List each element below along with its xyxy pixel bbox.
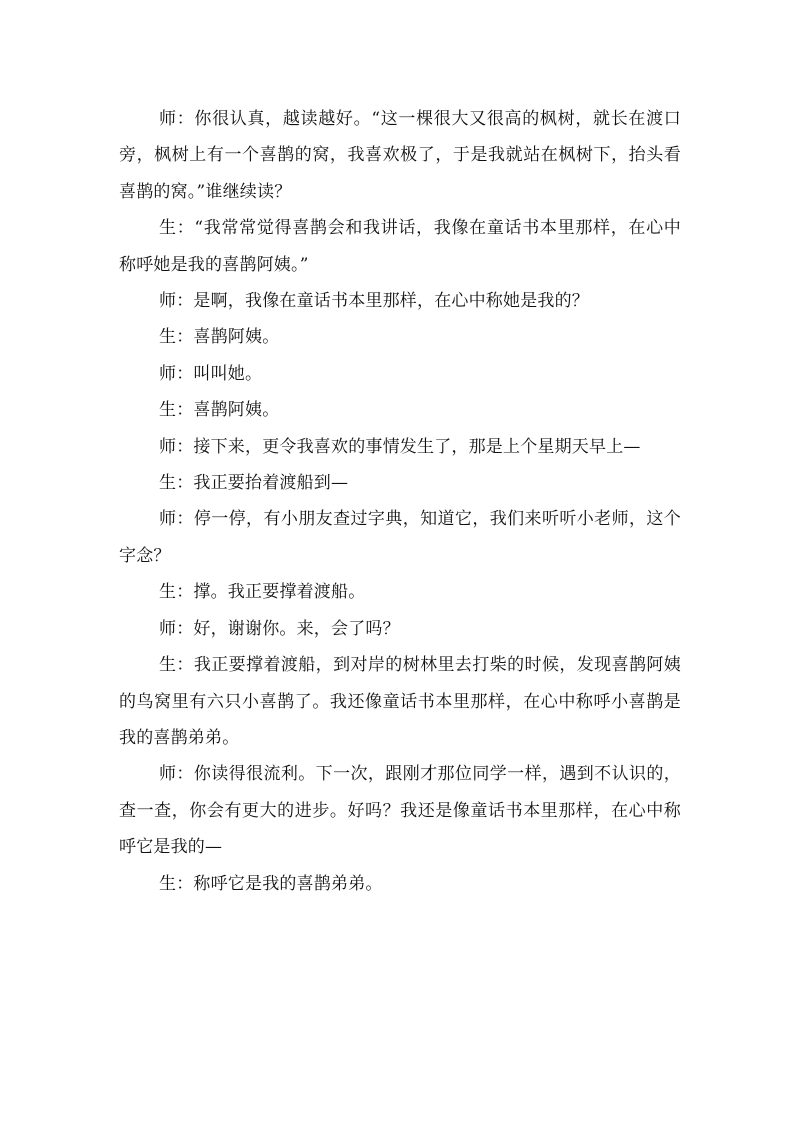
document-body <box>119 101 681 902</box>
paragraph-student-6: 生：我正要撑着渡船，到对岸的树林里去打柴的时候，发现喜鹊阿姨的鸟窝里有六只小喜鹊了。我还像童话书本里那样，在心中称呼小喜鹊是我的喜鹊弟弟。 <box>119 655 681 748</box>
paragraph-teacher-6: 师：好，谢谢你。来，会了吗？ <box>159 618 400 639</box>
paragraph-student-7: 生：称呼它是我的喜鹊弟弟。 <box>159 873 383 894</box>
paragraph-student-3: 生：喜鹊阿姨。 <box>159 400 280 421</box>
paragraph-teacher-3: 师：叫叫她。 <box>159 363 263 384</box>
paragraph-teacher-2: 师：是啊，我像在童话书本里那样，在心中称她是我的？ <box>159 291 589 312</box>
paragraph-student-2: 生：喜鹊阿姨。 <box>159 327 280 348</box>
paragraph-student-4: 生：我正要抬着渡船到— <box>159 473 349 494</box>
paragraph-teacher-5: 师：停一停，有小朋友查过字典，知道它，我们来听听小老师，这个字念？ <box>119 509 681 566</box>
paragraph-teacher-7: 师：你读得很流利。下一次，跟刚才那位同学一样，遇到不认识的，查一查，你会有更大的进步。好吗？我还是像童话书本里那样，在心中称呼它是我的— <box>119 764 681 858</box>
paragraph-student-5: 生：撑。我正要撑着渡船。 <box>159 582 366 603</box>
paragraph-teacher-4: 师：接下来，更令我喜欢的事情发生了，那是上个星期天早上— <box>159 436 641 457</box>
paragraph-student-1: 生：“我常常觉得喜鹊会和我讲话，我像在童话书本里那样，在心中称呼她是我的喜鹊阿姨。” <box>119 218 681 275</box>
paragraph-teacher-1: 师：你很认真，越读越好。“这一棵很大又很高的枫树，就长在渡口旁，枫树上有一个喜鹊的窝，我喜欢极了，于是我就站在枫树下，抬头看喜鹊的窝。”谁继续读？ <box>119 109 681 202</box>
